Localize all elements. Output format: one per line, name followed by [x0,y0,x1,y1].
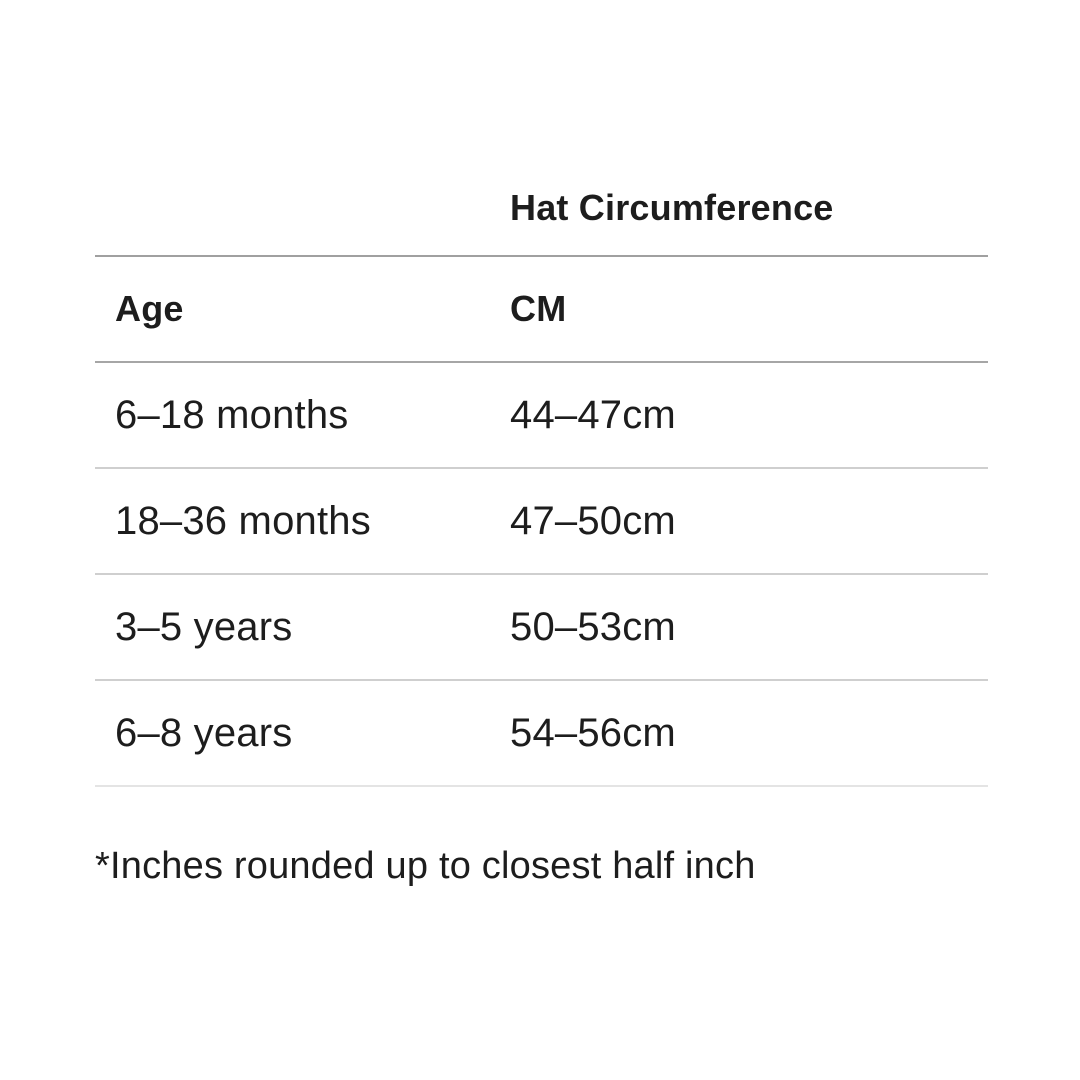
age-cell: 3–5 years [115,604,293,649]
cm-cell: 50–53cm [510,604,676,649]
age-cell: 6–18 months [115,392,349,437]
cm-cell: 47–50cm [510,498,676,543]
table-row [95,681,988,787]
table-row [95,363,988,469]
column-header-row [95,257,988,363]
table-title-row [95,160,988,257]
table-row [95,469,988,575]
age-cell: 18–36 months [115,498,371,543]
table-row [95,575,988,681]
inches-footnote: *Inches rounded up to closest half inch [95,845,756,887]
cm-cell: 54–56cm [510,710,676,755]
column-header-age: Age [115,288,184,329]
hat-size-table [95,160,988,888]
table-title: Hat Circumference [510,186,834,228]
cm-cell: 44–47cm [510,392,676,437]
column-header-cm: CM [510,288,567,329]
age-cell: 6–8 years [115,710,293,755]
